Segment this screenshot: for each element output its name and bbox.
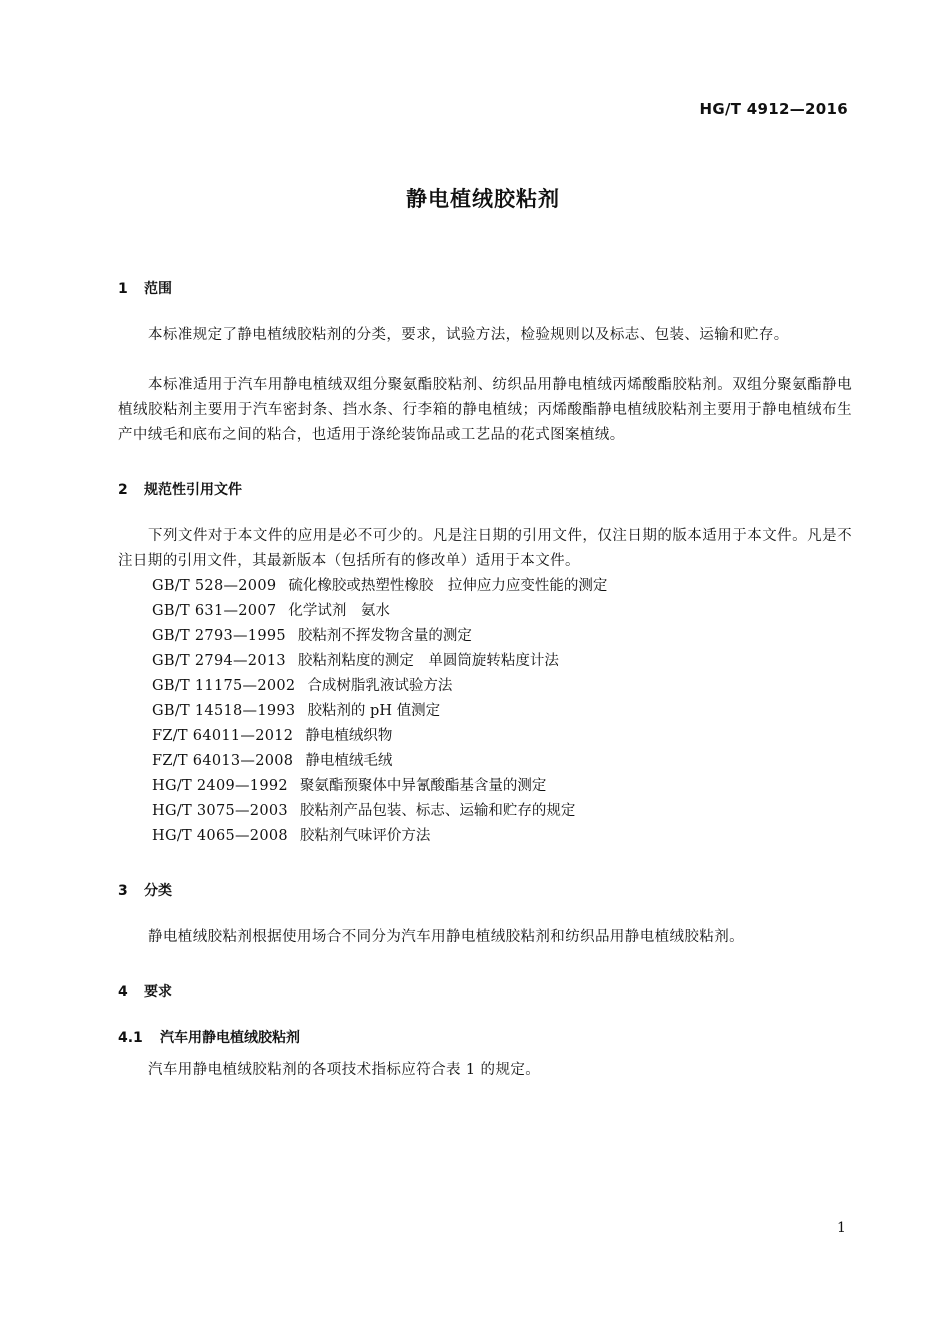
subsection-heading-automotive-adhesive [118, 1027, 300, 1047]
paragraph-classification: 静电植绒胶粘剂根据使用场合不同分为汽车用静电植绒胶粘剂和纺织品用静电植绒胶粘剂。 [148, 929, 744, 945]
section-number: 3 [118, 883, 128, 899]
reference-code: HG/T 2409—1992 [152, 778, 288, 794]
page-title: 静电植绒胶粘剂 [406, 187, 560, 211]
section-heading-classification [118, 880, 172, 900]
reference-list [152, 574, 607, 849]
reference-item [152, 674, 607, 699]
reference-item [152, 799, 607, 824]
reference-title: 静电植绒织物 [305, 728, 393, 744]
reference-code: GB/T 631—2007 [152, 603, 277, 619]
reference-title: 胶粘剂粘度的测定 单圆筒旋转粘度计法 [297, 653, 559, 669]
reference-item [152, 774, 607, 799]
reference-code: GB/T 11175—2002 [152, 678, 296, 694]
reference-code: GB/T 528—2009 [152, 578, 277, 594]
paragraph-automotive-requirements: 汽车用静电植绒胶粘剂的各项技术指标应符合表 1 的规定。 [148, 1062, 541, 1078]
reference-code: FZ/T 64011—2012 [152, 728, 294, 744]
reference-title: 胶粘剂产品包装、标志、运输和贮存的规定 [299, 803, 576, 819]
reference-item [152, 574, 607, 599]
reference-title: 合成树脂乳液试验方法 [307, 678, 453, 694]
section-title: 要求 [144, 984, 172, 1000]
subsection-title: 汽车用静电植绒胶粘剂 [160, 1030, 300, 1046]
reference-title: 胶粘剂的 pH 值测定 [307, 703, 441, 719]
reference-item [152, 649, 607, 674]
reference-item [152, 699, 607, 724]
reference-title: 硫化橡胶或热塑性橡胶 拉伸应力应变性能的测定 [288, 578, 608, 594]
paragraph-scope-2: 本标准适用于汽车用静电植绒双组分聚氨酯胶粘剂、纺织品用静电植绒丙烯酸酯胶粘剂。双组分聚氨酯静电植绒胶粘剂主要用于汽车密封条、挡水条、行李箱的静电植绒；丙烯酸酯静电植绒胶粘剂主要用于静电植绒布生产中绒毛和底布之间的粘合，也适用于涤纶装饰品或工艺品的花式图案植绒。 [118, 377, 852, 443]
section-number: 2 [118, 482, 128, 498]
section-title: 规范性引用文件 [144, 482, 242, 498]
paragraph-scope-1: 本标准规定了静电植绒胶粘剂的分类，要求，试验方法，检验规则以及标志、包装、运输和贮存。 [148, 327, 789, 343]
reference-title: 胶粘剂气味评价方法 [299, 828, 431, 844]
section-number: 4 [118, 984, 128, 1000]
reference-code: HG/T 3075—2003 [152, 803, 288, 819]
reference-code: GB/T 2794—2013 [152, 653, 286, 669]
reference-code: GB/T 14518—1993 [152, 703, 296, 719]
reference-title: 化学试剂 氨水 [288, 603, 390, 619]
section-heading-scope [118, 278, 172, 298]
section-heading-normative-references [118, 479, 242, 499]
subsection-number: 4.1 [118, 1030, 143, 1046]
paragraph-references-intro: 下列文件对于本文件的应用是必不可少的。凡是注日期的引用文件，仅注日期的版本适用于本文件。凡是不注日期的引用文件，其最新版本（包括所有的修改单）适用于本文件。 [118, 528, 852, 569]
section-title: 分类 [144, 883, 172, 899]
reference-item [152, 824, 607, 849]
reference-item [152, 724, 607, 749]
reference-code: HG/T 4065—2008 [152, 828, 288, 844]
document-code: HG/T 4912—2016 [699, 100, 848, 118]
reference-title: 胶粘剂不挥发物含量的测定 [297, 628, 472, 644]
reference-item [152, 599, 607, 624]
page-number: 1 [837, 1220, 846, 1236]
reference-title: 静电植绒毛绒 [305, 753, 393, 769]
reference-code: GB/T 2793—1995 [152, 628, 286, 644]
section-heading-requirements [118, 981, 172, 1001]
section-title: 范围 [144, 281, 172, 297]
reference-item [152, 624, 607, 649]
section-number: 1 [118, 281, 128, 297]
reference-item [152, 749, 607, 774]
reference-code: FZ/T 64013—2008 [152, 753, 294, 769]
reference-title: 聚氨酯预聚体中异氰酸酯基含量的测定 [299, 778, 547, 794]
